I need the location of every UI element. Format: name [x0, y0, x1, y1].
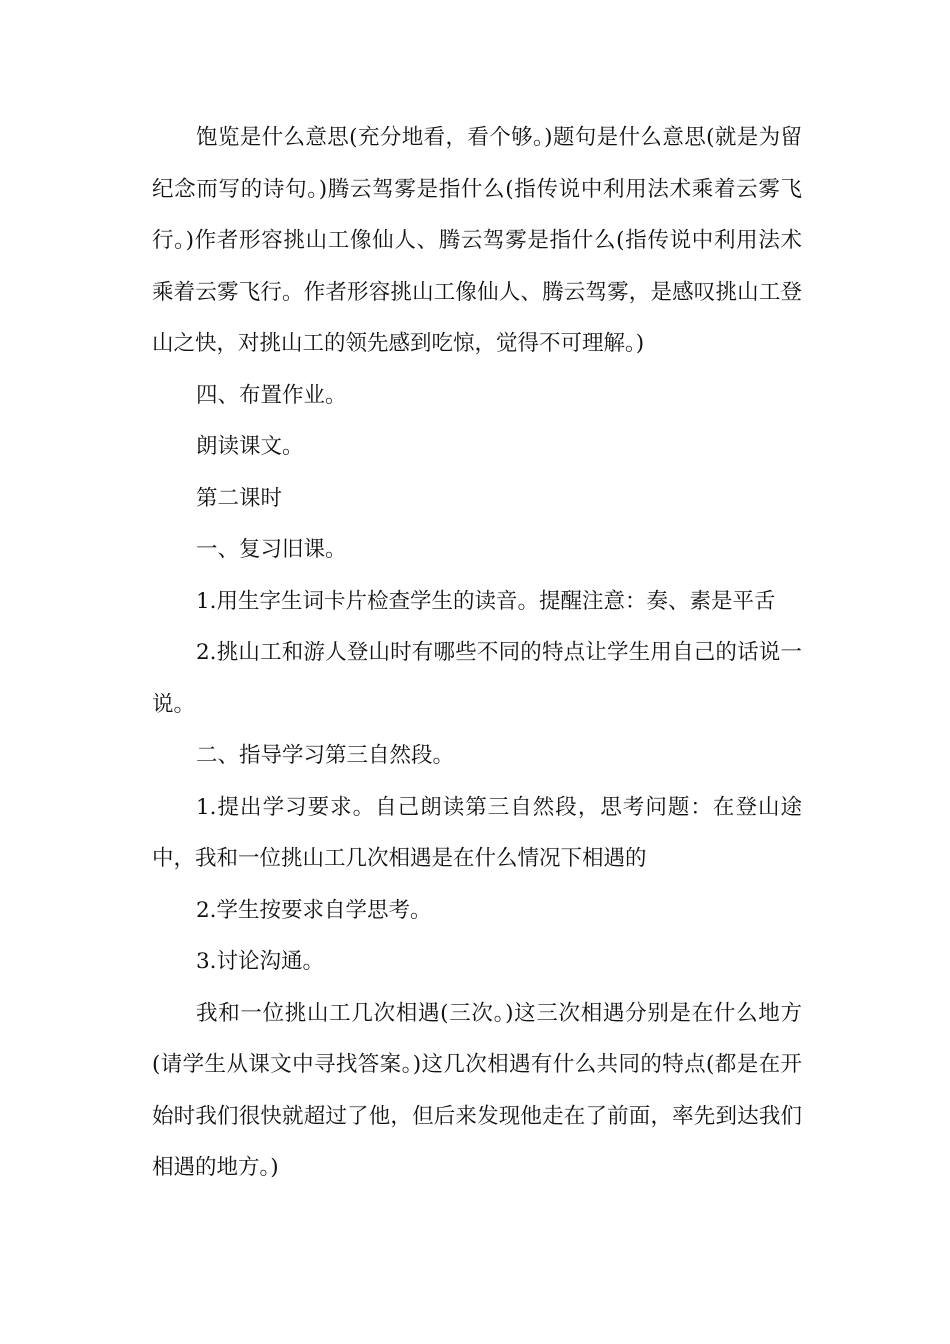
- paragraph-8: 二、指导学习第三自然段。: [196, 743, 455, 768]
- paragraph-9: 1.提出学习要求。自己朗读第三自然段，思考问题：在登山途中，我和一位挑山工几次相遇是在什么情况下相遇的: [152, 794, 802, 871]
- paragraph-2: 四、布置作业。: [196, 382, 347, 408]
- section-heading-lesson-2: 第二课时: [196, 485, 283, 511]
- paragraph-11: 3.讨论沟通。: [196, 949, 325, 974]
- document-body: [152, 112, 802, 1194]
- paragraph-10: 2.学生按要求自学思考。: [196, 897, 432, 923]
- paragraph-1: 饱览是什么意思(充分地看，看个够。)题句是什么意思(就是为留纪念而写的诗句。)腾云驾雾是指什么(指传说中利用法术乘着云雾飞行。)作者形容挑山工像仙人、腾云驾雾是指什么(指传说中利用法术乘着云雾飞行。作者形容挑山工像仙人、腾云驾雾，是感叹挑山工登山之快，对挑山工的领先感到吃惊，觉得不可理解。): [152, 125, 802, 356]
- paragraph-5: 一、复习旧课。: [196, 537, 347, 562]
- paragraph-3: 朗读课文。: [196, 434, 304, 459]
- paragraph-6: 1.用生字生词卡片检查学生的读音。提醒注意：奏、素是平舌: [196, 588, 776, 614]
- paragraph-7: 2.挑山工和游人登山时有哪些不同的特点让学生用自己的话说一说。: [152, 640, 802, 717]
- paragraph-12: 我和一位挑山工几次相遇(三次。)这三次相遇分别是在什么地方(请学生从课文中寻找答案。)这几次相遇有什么共同的特点(都是在开始时我们很快就超过了他，但后来发现他走在了前面，率先到达我们相遇的地方。): [152, 1000, 802, 1180]
